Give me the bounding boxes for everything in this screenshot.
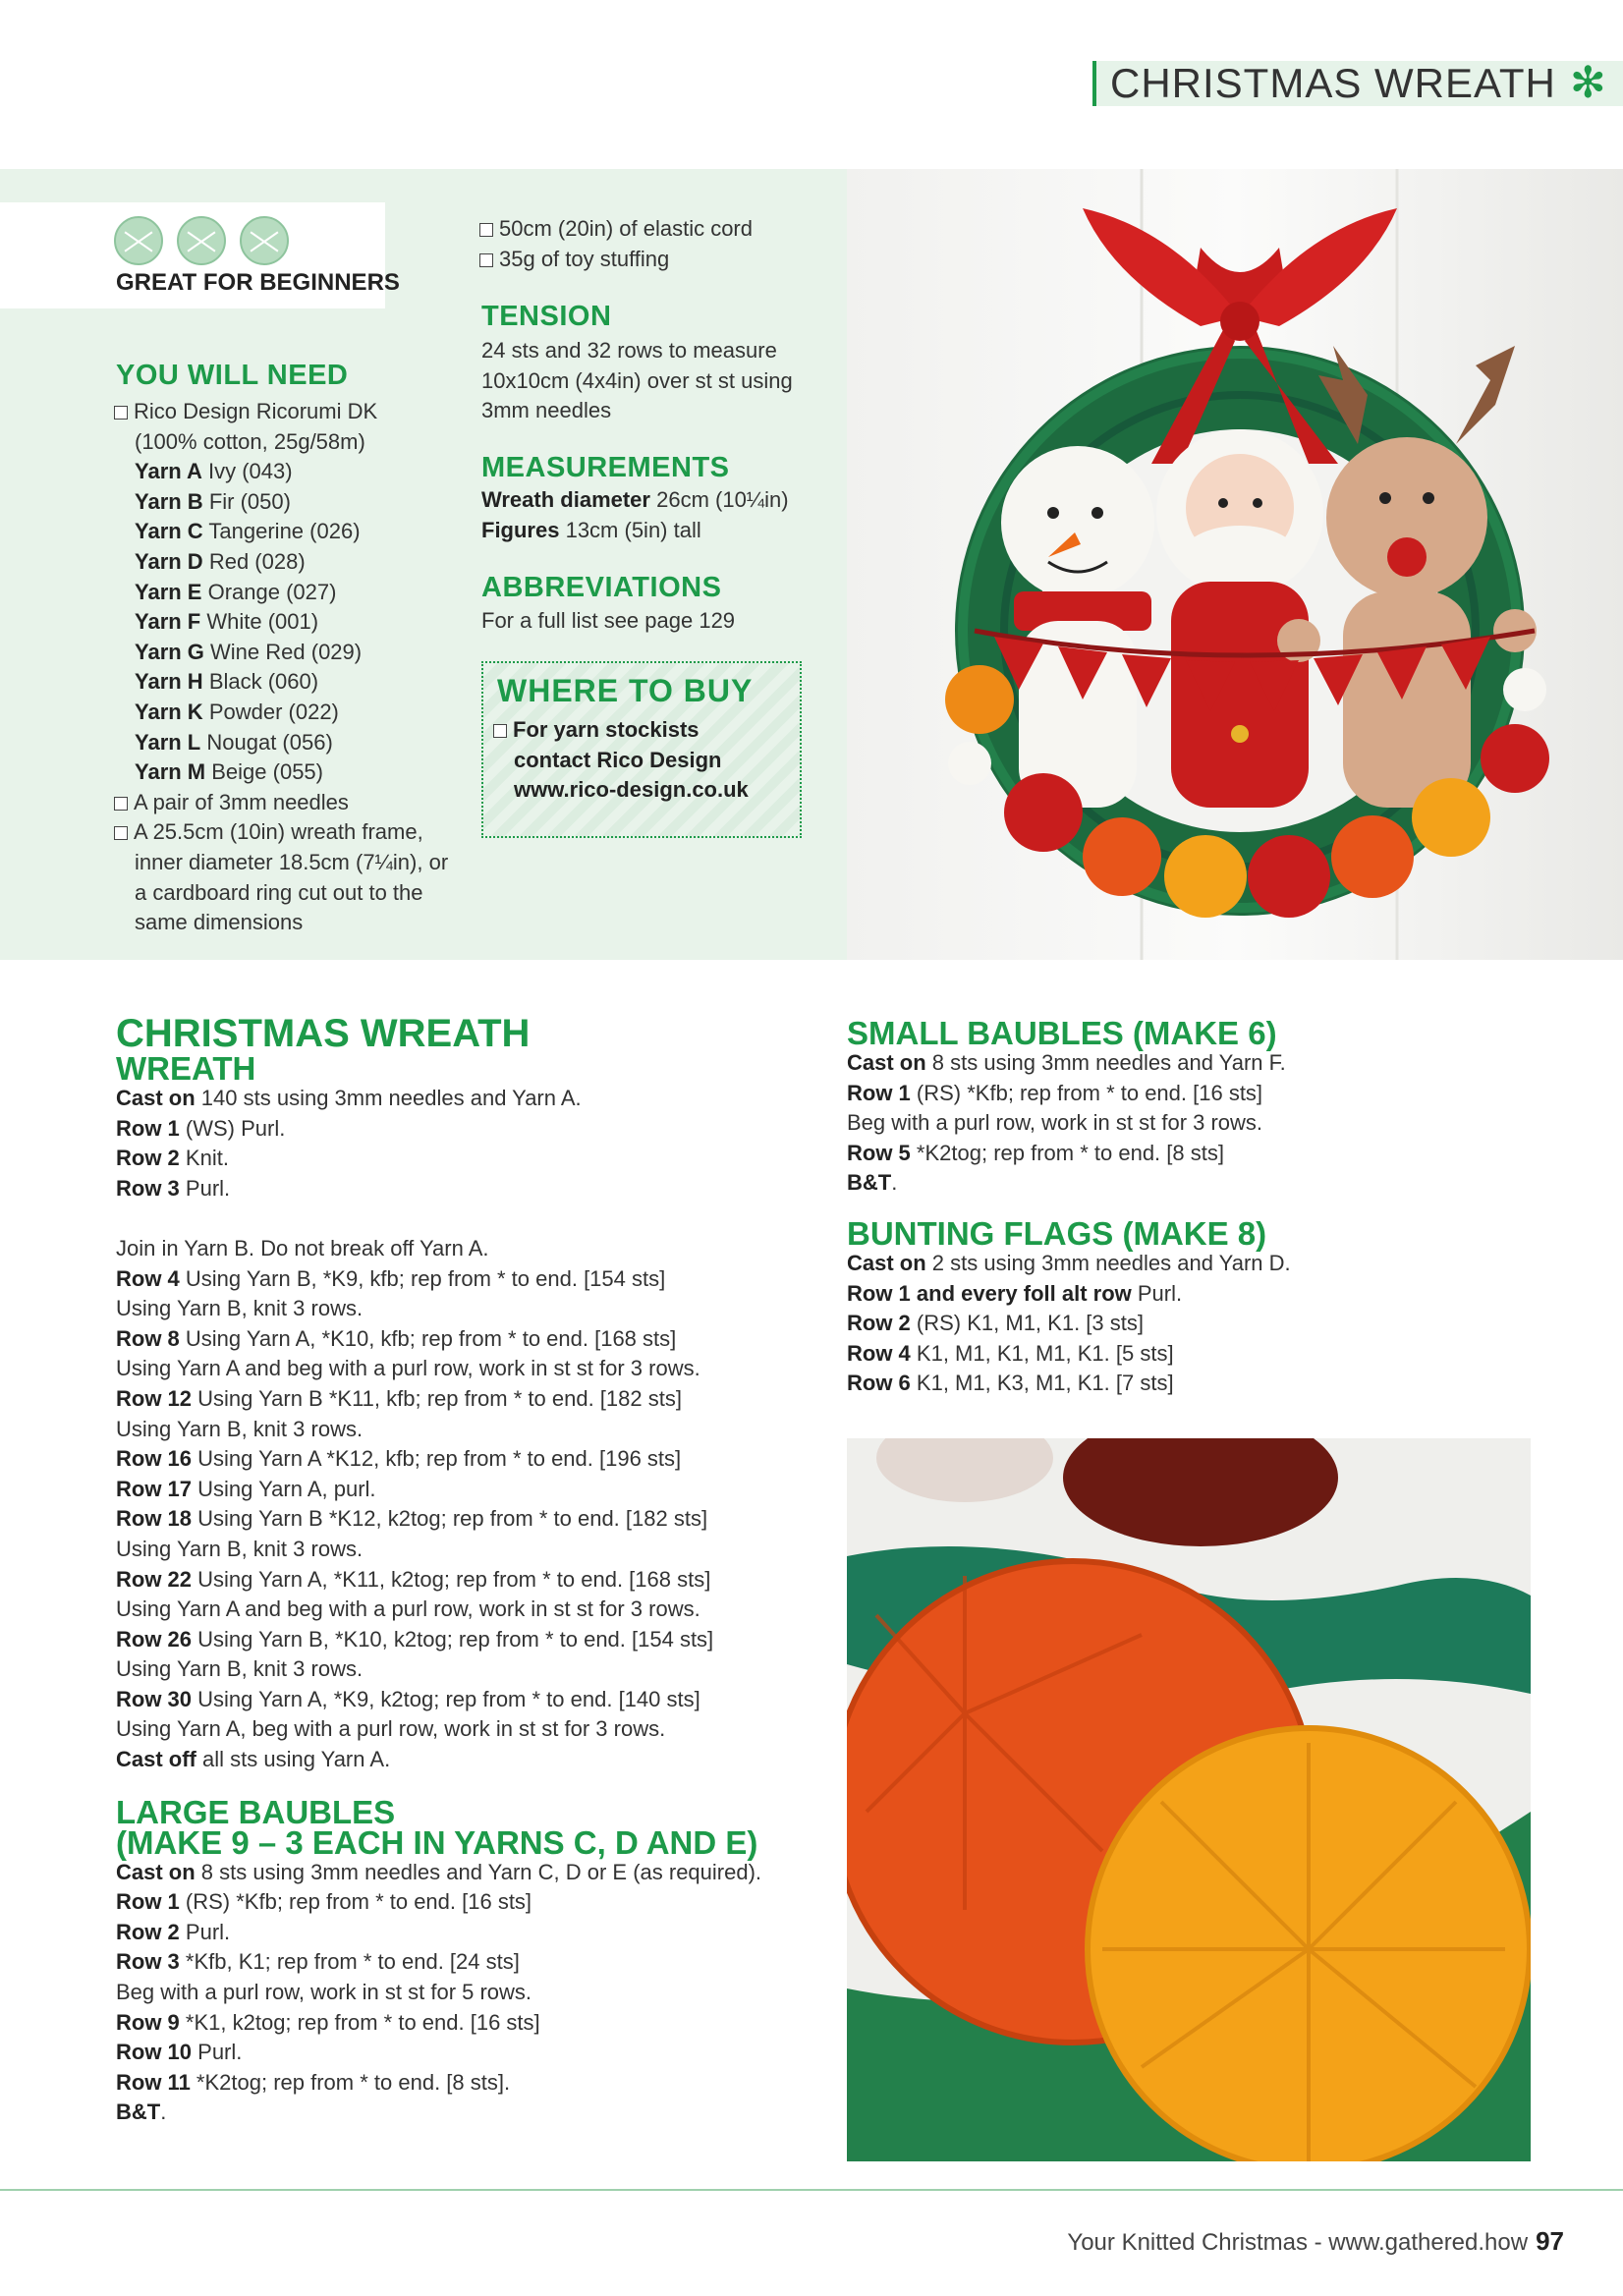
instruction-line xyxy=(116,2008,823,2039)
yarn-item xyxy=(135,517,448,547)
yarn-ball-icon xyxy=(177,216,226,265)
item-text: A 25.5cm (10in) wreath frame, xyxy=(134,819,423,845)
instruction-line xyxy=(116,1714,823,1745)
large-baubles-heading-sub: (MAKE 9 – 3 EACH IN YARNS C, D AND E) xyxy=(116,1823,758,1861)
instruction-text: Using Yarn B, *K9, kfb; rep from * to end. [154 sts] xyxy=(179,1265,666,1291)
instruction-key: Row 30 xyxy=(116,1686,193,1711)
instruction-text: Using Yarn A *K12, kfb; rep from * to end. [196 sts] xyxy=(192,1446,682,1472)
large-baubles-heading: LARGE BAUBLES xyxy=(116,1793,396,1830)
instruction-text: all sts using Yarn A. xyxy=(196,1747,391,1772)
pattern-column-left xyxy=(116,1014,823,2128)
instruction-key: Row 2 xyxy=(116,1146,180,1171)
instruction-text: Using Yarn B, knit 3 rows. xyxy=(116,1656,364,1682)
instruction-text: . xyxy=(160,2100,167,2125)
instruction-line xyxy=(116,1444,823,1475)
yarn-key: Yarn C xyxy=(135,519,203,544)
instruction-text: *K2tog; rep from * to end. [8 sts]. xyxy=(190,2069,511,2095)
yarn-item xyxy=(135,487,448,518)
instruction-key: Row 22 xyxy=(116,1566,193,1592)
instruction-line xyxy=(116,1324,823,1355)
instruction-line xyxy=(116,1384,823,1415)
instruction-key: Row 6 xyxy=(847,1371,911,1396)
yarn-value: Orange (027) xyxy=(201,579,337,604)
instruction-line xyxy=(116,1234,823,1264)
instruction-text: Using Yarn A, beg with a purl row, work in st st for 3 rows. xyxy=(116,1716,666,1742)
yarn-ball-icon xyxy=(114,216,163,265)
yarn-value: Nougat (056) xyxy=(200,729,333,755)
checkbox-icon xyxy=(114,406,128,420)
instruction-line xyxy=(847,1339,1535,1370)
instruction-line xyxy=(847,1079,1535,1109)
abbreviations-text: For a full list see page 129 xyxy=(481,608,736,633)
instruction-text: . xyxy=(891,1170,898,1196)
measurement-value: 26cm (10¼in) xyxy=(649,487,789,512)
instruction-line xyxy=(116,1858,823,1888)
yarn-item xyxy=(135,638,448,668)
instruction-line xyxy=(116,2098,823,2128)
wreath-instructions xyxy=(116,1084,823,1775)
bunting-heading: BUNTING FLAGS (MAKE 8) xyxy=(847,1214,1267,1252)
instruction-key: B&T xyxy=(116,2100,161,2125)
footer-rule xyxy=(0,2189,1623,2191)
instruction-key: Row 5 xyxy=(847,1140,911,1165)
instruction-text: 8 sts using 3mm needles and Yarn F. xyxy=(925,1050,1286,1075)
instruction-key: Row 3 xyxy=(116,1949,180,1975)
instruction-key: Row 2 xyxy=(116,1919,180,1944)
yarn-key: Yarn D xyxy=(135,548,203,574)
text-line xyxy=(481,516,789,546)
instruction-text: *K2tog; rep from * to end. [8 sts] xyxy=(910,1140,1224,1165)
yarn-value: Red (028) xyxy=(202,548,306,574)
instruction-text: Knit. xyxy=(179,1146,229,1171)
yarn-value: Black (060) xyxy=(202,669,319,695)
abbreviations-heading: ABBREVIATIONS xyxy=(481,572,722,603)
yarn-key: Yarn L xyxy=(135,729,201,755)
checkbox-icon xyxy=(479,253,493,267)
instruction-text: *Kfb, K1; rep from * to end. [24 sts] xyxy=(179,1949,520,1975)
instruction-line xyxy=(847,1369,1535,1399)
instruction-text: Purl. xyxy=(192,2040,243,2065)
instruction-line xyxy=(116,1887,823,1918)
yarn-value: Fir (050) xyxy=(202,488,291,514)
list-item-cont: a cardboard ring cut out to the xyxy=(135,879,423,905)
instruction-key: Row 1 and every foll alt row xyxy=(847,1280,1132,1306)
you-will-need-list xyxy=(114,397,448,938)
item-text: A pair of 3mm needles xyxy=(134,789,349,814)
instruction-line xyxy=(116,1264,823,1295)
instruction-text: Using Yarn B, knit 3 rows. xyxy=(116,1536,364,1561)
clover-flower-icon: ✻ xyxy=(1569,59,1606,107)
instruction-text: (RS) *Kfb; rep from * to end. [16 sts] xyxy=(179,1889,532,1915)
instruction-text: 2 sts using 3mm needles and Yarn D. xyxy=(925,1250,1291,1275)
yarn-key: Yarn H xyxy=(135,669,203,695)
instruction-text: Purl. xyxy=(1131,1280,1183,1306)
instruction-text: Using Yarn B, knit 3 rows. xyxy=(116,1296,364,1321)
instruction-line xyxy=(116,1415,823,1445)
instruction-line xyxy=(116,1354,823,1384)
yarn-item xyxy=(135,578,448,608)
instruction-line xyxy=(116,1654,823,1685)
where-to-buy-list xyxy=(493,715,790,806)
instruction-key: Row 9 xyxy=(116,2009,180,2035)
instruction-key: Row 1 xyxy=(116,1889,180,1915)
instruction-key: Cast off xyxy=(116,1747,196,1772)
section-tag-title: CHRISTMAS WREATH xyxy=(1110,60,1556,106)
instruction-key: Row 4 xyxy=(116,1265,180,1291)
yarn-key: Yarn A xyxy=(135,459,202,484)
measurements-text xyxy=(481,485,789,545)
instruction-line xyxy=(116,1144,823,1174)
text-line: 24 sts and 32 rows to measure xyxy=(481,338,777,363)
wreath-photo xyxy=(847,169,1623,960)
instruction-key: Row 10 xyxy=(116,2040,193,2065)
item-text: For yarn stockists xyxy=(513,717,700,742)
instruction-key: Row 17 xyxy=(116,1476,193,1501)
yarn-item xyxy=(135,757,448,788)
footer-text: Your Knitted Christmas - www.gathered.how xyxy=(1067,2229,1529,2256)
section-tag xyxy=(1092,61,1623,106)
instruction-text: Using Yarn B, knit 3 rows. xyxy=(116,1416,364,1441)
instruction-line xyxy=(116,1475,823,1505)
yarn-key: Yarn G xyxy=(135,639,204,664)
instruction-line xyxy=(116,1625,823,1655)
list-item xyxy=(114,788,448,818)
instruction-text: Using Yarn A and beg with a purl row, work in st st for 3 rows. xyxy=(116,1596,700,1622)
text-line: www.rico-design.co.uk xyxy=(514,777,749,803)
instruction-text: Beg with a purl row, work in st st for 5 rows. xyxy=(116,1980,532,2005)
checkbox-icon xyxy=(114,826,128,840)
instruction-text: Beg with a purl row, work in st st for 3 rows. xyxy=(847,1110,1263,1136)
yarn-value: Tangerine (026) xyxy=(202,519,361,544)
instruction-line xyxy=(116,1978,823,2008)
instruction-text: Using Yarn A, purl. xyxy=(192,1476,376,1501)
yarn-ball-icon xyxy=(240,216,289,265)
instruction-key: Row 11 xyxy=(116,2069,191,2095)
list-item-cont: same dimensions xyxy=(135,910,304,935)
instruction-text: K1, M1, K3, M1, K1. [7 sts] xyxy=(910,1371,1174,1396)
instruction-line xyxy=(116,1294,823,1324)
item-text: 50cm (20in) of elastic cord xyxy=(499,216,753,241)
tension-text xyxy=(481,336,793,426)
instruction-key: Row 26 xyxy=(116,1626,193,1652)
instruction-text: (WS) Purl. xyxy=(179,1115,286,1141)
measurement-key: Figures xyxy=(481,517,560,542)
instruction-text: Using Yarn B *K11, kfb; rep from * to end. [182 sts] xyxy=(192,1385,682,1411)
wreath-heading: WREATH xyxy=(116,1050,256,1087)
instruction-text: *K1, k2tog; rep from * to end. [16 sts] xyxy=(179,2009,540,2035)
instruction-line xyxy=(847,1249,1535,1279)
yarn-item xyxy=(135,457,448,487)
text-line: 3mm needles xyxy=(481,398,612,423)
small-baubles-instructions xyxy=(847,1048,1535,1199)
yarn-value: White (001) xyxy=(200,609,319,635)
instruction-line xyxy=(116,1174,823,1204)
instruction-text: Using Yarn B, *K10, k2tog; rep from * to end. [154 sts] xyxy=(192,1626,714,1652)
pattern-title: CHRISTMAS WREATH xyxy=(116,1012,531,1055)
instruction-line xyxy=(116,1204,823,1234)
large-baubles-instructions xyxy=(116,1858,823,2128)
list-item xyxy=(479,214,753,245)
instruction-line xyxy=(116,1685,823,1715)
extra-materials xyxy=(479,214,753,274)
text-line: 10x10cm (4x4in) over st st using xyxy=(481,367,793,393)
instruction-text: (RS) K1, M1, K1. [3 sts] xyxy=(910,1311,1144,1336)
instruction-key: B&T xyxy=(847,1170,892,1196)
instruction-key: Row 8 xyxy=(116,1325,180,1351)
instruction-text: 8 sts using 3mm needles and Yarn C, D or E (as required). xyxy=(195,1859,762,1884)
instruction-text: Purl. xyxy=(179,1175,231,1201)
yarn-item xyxy=(135,547,448,578)
instruction-text: Using Yarn A, *K10, kfb; rep from * to end. [168 sts] xyxy=(179,1325,677,1351)
yarn-value: Ivy (043) xyxy=(201,459,293,484)
list-item-cont: inner diameter 18.5cm (7¼in), or xyxy=(135,849,449,874)
text-line xyxy=(493,715,790,746)
instruction-line xyxy=(116,2038,823,2068)
yarn-value: Powder (022) xyxy=(202,699,339,724)
instruction-line xyxy=(116,1114,823,1145)
text-line: contact Rico Design xyxy=(514,747,722,772)
footer xyxy=(1067,2226,1564,2257)
instruction-line xyxy=(847,1279,1535,1310)
instruction-key: Row 18 xyxy=(116,1506,193,1532)
instruction-key: Cast on xyxy=(116,1859,196,1884)
bunting-instructions xyxy=(847,1249,1535,1399)
instruction-key: Cast on xyxy=(847,1250,926,1275)
where-to-buy-heading: WHERE TO BUY xyxy=(497,673,754,708)
tension-heading: TENSION xyxy=(481,301,612,332)
list-item xyxy=(114,817,448,848)
instruction-key: Row 1 xyxy=(116,1115,180,1141)
where-to-buy-inner xyxy=(493,673,790,826)
instruction-text: Purl. xyxy=(179,1919,231,1944)
pattern-column-right xyxy=(847,1015,1535,1399)
instruction-text: Using Yarn A and beg with a purl row, work in st st for 3 rows. xyxy=(116,1356,700,1381)
instruction-line xyxy=(116,1504,823,1535)
instruction-key: Row 16 xyxy=(116,1446,193,1472)
yarn-value: Wine Red (029) xyxy=(203,639,363,664)
checkbox-icon xyxy=(479,223,493,237)
checkbox-icon xyxy=(114,797,128,811)
where-to-buy-box xyxy=(481,661,802,838)
yarn-key: Yarn F xyxy=(135,609,201,635)
instruction-key: Row 1 xyxy=(847,1080,911,1105)
yarn-key: Yarn K xyxy=(135,699,203,724)
you-will-need-heading: YOU WILL NEED xyxy=(116,360,349,391)
instruction-text: Using Yarn A, *K9, k2tog; rep from * to end. [140 sts] xyxy=(192,1686,700,1711)
yarn-value: Beige (055) xyxy=(205,759,323,785)
instruction-line xyxy=(847,1168,1535,1199)
measurements-heading: MEASUREMENTS xyxy=(481,452,730,483)
yarn-item xyxy=(135,698,448,728)
list-item xyxy=(114,397,448,427)
yarn-item xyxy=(135,607,448,638)
instruction-line xyxy=(116,1535,823,1565)
instruction-line xyxy=(116,1565,823,1596)
text-line xyxy=(481,485,789,516)
yarn-key: Yarn E xyxy=(135,579,202,604)
instruction-key: Row 12 xyxy=(116,1385,193,1411)
yarn-list xyxy=(114,457,448,788)
instruction-text: Using Yarn A, *K11, k2tog; rep from * to end. [168 sts] xyxy=(192,1566,711,1592)
measurement-key: Wreath diameter xyxy=(481,487,650,512)
skill-level-label: GREAT FOR BEGINNERS xyxy=(116,269,400,296)
yarn-item xyxy=(135,728,448,758)
instruction-line xyxy=(116,1745,823,1775)
instruction-key: Row 3 xyxy=(116,1175,180,1201)
instruction-key: Cast on xyxy=(116,1086,196,1110)
instruction-text: Join in Yarn B. Do not break off Yarn A. xyxy=(116,1235,489,1260)
baubles-closeup-photo xyxy=(847,1438,1531,2161)
list-item xyxy=(479,245,753,275)
page-number: 97 xyxy=(1536,2226,1564,2256)
item-text: 35g of toy stuffing xyxy=(499,246,670,271)
yarn-item xyxy=(135,667,448,698)
instruction-key: Cast on xyxy=(847,1050,926,1075)
instruction-line xyxy=(847,1048,1535,1079)
list-item-cont: (100% cotton, 25g/58m) xyxy=(135,428,365,454)
instruction-line xyxy=(116,2068,823,2099)
instruction-line xyxy=(847,1139,1535,1169)
instruction-line xyxy=(847,1108,1535,1139)
instruction-line xyxy=(116,1595,823,1625)
instruction-line xyxy=(847,1309,1535,1339)
instruction-key: Row 2 xyxy=(847,1311,911,1336)
instruction-text: K1, M1, K1, M1, K1. [5 sts] xyxy=(910,1340,1174,1366)
instruction-text: 140 sts using 3mm needles and Yarn A. xyxy=(195,1086,582,1110)
instruction-text: (RS) *Kfb; rep from * to end. [16 sts] xyxy=(910,1080,1263,1105)
measurement-value: 13cm (5in) tall xyxy=(559,517,701,542)
item-text: Rico Design Ricorumi DK xyxy=(134,399,378,423)
checkbox-icon xyxy=(493,724,507,738)
yarn-key: Yarn M xyxy=(135,759,206,785)
instruction-text: Using Yarn B *K12, k2tog; rep from * to end. [182 sts] xyxy=(192,1506,708,1532)
instruction-line xyxy=(116,1084,823,1114)
instruction-key: Row 4 xyxy=(847,1340,911,1366)
instruction-line xyxy=(116,1947,823,1978)
small-baubles-heading: SMALL BAUBLES (MAKE 6) xyxy=(847,1015,1277,1051)
yarn-key: Yarn B xyxy=(135,488,203,514)
instruction-line xyxy=(116,1918,823,1948)
